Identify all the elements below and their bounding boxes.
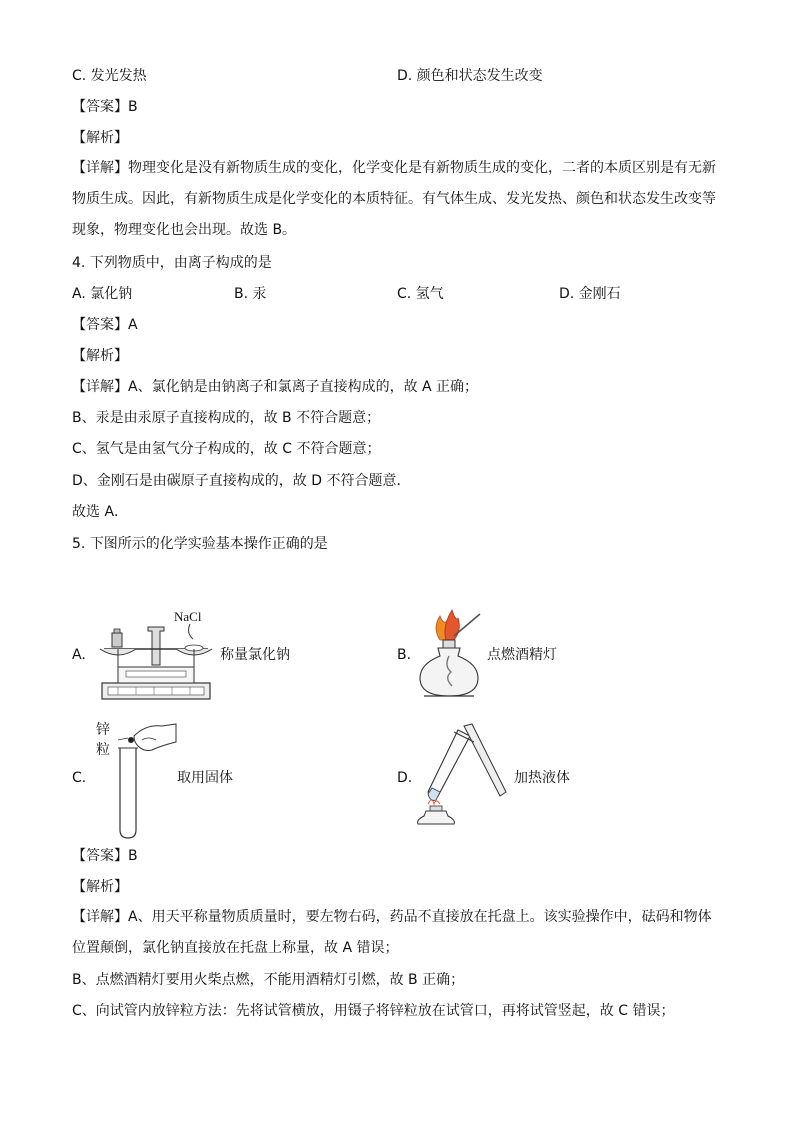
q4-detail-line: D、金刚石是由碳原子直接构成的，故 D 不符合题意．: [72, 473, 411, 489]
zinc-label: 锌: [96, 722, 110, 738]
q5-figure-c-letter: C.: [72, 770, 87, 786]
q4-detail-line: B、汞是由汞原子直接构成的，故 B 不符合题意；: [72, 410, 381, 426]
q4-option-a: A. 氯化钠: [72, 286, 133, 302]
q4-option-c: C. 氢气: [397, 286, 444, 302]
test-tube-figure: [112, 718, 180, 840]
q3-answer: 【答案】B: [72, 99, 138, 115]
q3-option-d: D. 颜色和状态发生改变: [397, 68, 543, 84]
q5-figure-a-letter: A.: [72, 647, 86, 663]
q5-figure-b-letter: B.: [397, 647, 412, 663]
q5-figure-b-caption: 点燃酒精灯: [487, 647, 557, 663]
zinc-label: 粒: [96, 742, 110, 758]
q4-option-d: D. 金刚石: [559, 286, 621, 302]
q5-stem: 5. 下图所示的化学实验基本操作正确的是: [72, 536, 328, 552]
q3-detail-text: 【详解】物理变化是没有新物质生成的变化，化学变化是有新物质生成的变化，二者的本质区别是有无新物质生成。因此，有新物质生成是化学变化的本质特征。有气体生成、发光发热、颜色和状态发生改变等现象，物理变化也会出现。故选 B。: [72, 160, 716, 238]
q5-detail-line: 【详解】A、用天平称量物质质量时，要左物右码，药品不直接放在托盘上。该实验操作中，砝码和物体位置颠倒，氯化钠直接放在托盘上称量，故 A 错误；: [72, 909, 712, 956]
q5-analysis-heading: 【解析】: [72, 879, 128, 895]
q4-detail-line: 【详解】A、氯化钠是由钠离子和氯离子直接构成的，故 A 正确；: [72, 379, 479, 395]
q5-detail-line: B、点燃酒精灯要用火柴点燃，不能用酒精灯引燃，故 B 正确；: [72, 972, 465, 988]
q4-conclusion: 故选 A．: [72, 504, 129, 520]
q5-figure-d-caption: 加热液体: [514, 770, 570, 786]
heating-liquid-figure: [414, 722, 510, 828]
alcohol-lamp-figure: [418, 606, 488, 702]
q3-analysis-heading: 【解析】: [72, 130, 128, 146]
balance-figure: [96, 605, 216, 705]
q5-detail-line: C、向试管内放锌粒方法：先将试管横放，用镊子将锌粒放在试管口，再将试管竖起，故 C 错误；: [72, 1003, 675, 1019]
q4-analysis-heading: 【解析】: [72, 348, 128, 364]
q5-figure-a-caption: 称量氯化钠: [220, 647, 290, 663]
q4-answer: 【答案】A: [72, 317, 138, 333]
nacl-label: NaCl: [174, 609, 202, 624]
q5-figure-d-letter: D.: [397, 770, 413, 786]
q4-stem: 4. 下列物质中，由离子构成的是: [72, 255, 272, 271]
q5-figure-c-caption: 取用固体: [177, 770, 233, 786]
q4-option-b: B. 汞: [234, 286, 267, 302]
q3-option-c: C. 发光发热: [72, 68, 147, 84]
q4-detail-line: C、氢气是由氢气分子构成的，故 C 不符合题意；: [72, 441, 381, 457]
q5-answer: 【答案】B: [72, 848, 138, 864]
